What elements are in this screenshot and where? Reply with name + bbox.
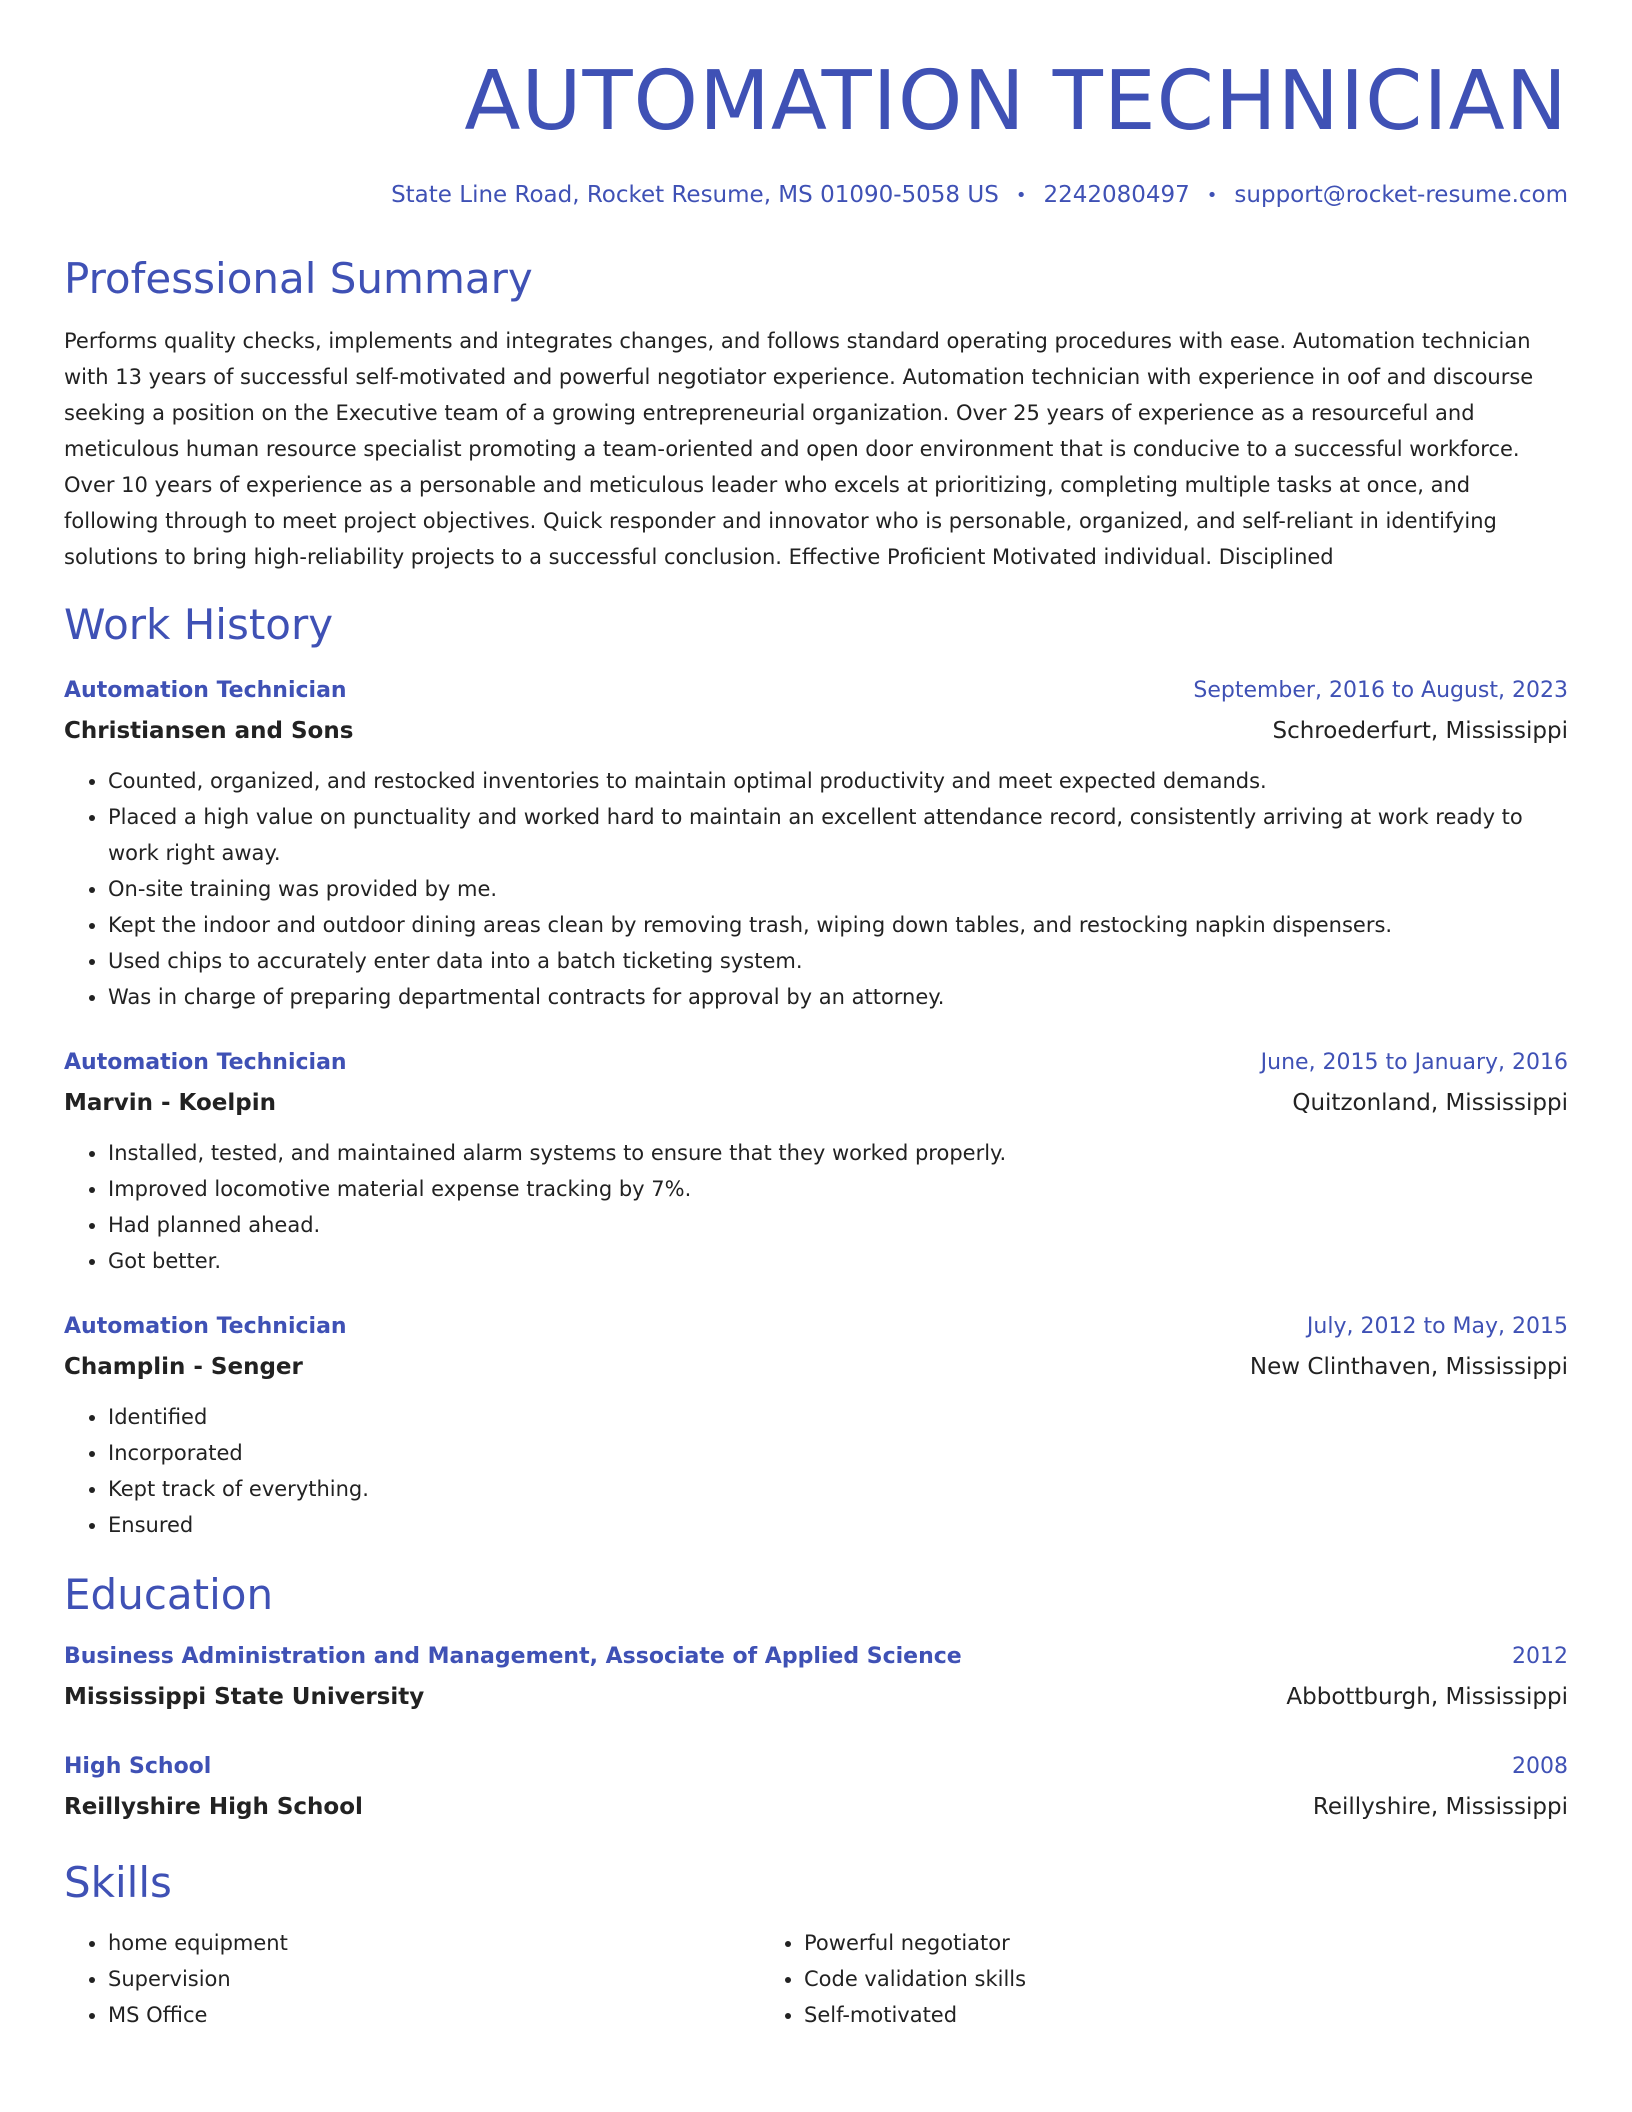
section-heading-work: Work History bbox=[64, 600, 334, 649]
skills-list-right bbox=[760, 1925, 1568, 2033]
skill-item: • Code validation skills bbox=[804, 1961, 1568, 1997]
separator-dot: • bbox=[1206, 185, 1218, 206]
job-title: Automation Technician bbox=[64, 1314, 347, 1339]
work-history-section bbox=[64, 599, 1568, 1543]
job-bullet: • Counted, organized, and restocked inventories to maintain optimal productivity and meet expected demands. bbox=[108, 763, 1568, 799]
job-bullet: • Improved locomotive material expense tracking by 7%. bbox=[108, 1171, 1568, 1207]
candidate-name: AUTOMATION TECHNICIAN bbox=[464, 54, 1568, 149]
skill-item: • Self-motivated bbox=[804, 1997, 1568, 2033]
job-bullet: • Incorporated bbox=[108, 1435, 1568, 1471]
job-dates: September, 2016 to August, 2023 bbox=[1193, 678, 1568, 703]
job-entry bbox=[64, 1043, 1568, 1279]
job-entry bbox=[64, 1307, 1568, 1543]
contact-email[interactable]: support@rocket-resume.com bbox=[1234, 182, 1568, 208]
education-school-row bbox=[64, 1677, 1568, 1717]
job-company: Champlin - Senger bbox=[64, 1354, 303, 1380]
job-bullet: • Was in charge of preparing departmental contracts for approval by an attorney. bbox=[108, 979, 1568, 1015]
section-heading-skills: Skills bbox=[64, 1858, 172, 1907]
skill-item: • MS Office bbox=[108, 1997, 760, 2033]
job-company: Christiansen and Sons bbox=[64, 718, 354, 744]
job-bullet: • Had planned ahead. bbox=[108, 1207, 1568, 1243]
resume-page bbox=[64, 52, 1568, 2033]
education-section bbox=[64, 1569, 1568, 1827]
education-entry bbox=[64, 1747, 1568, 1827]
education-school-row bbox=[64, 1787, 1568, 1827]
job-bullet: • Installed, tested, and maintained alarm systems to ensure that they worked properly. bbox=[108, 1135, 1568, 1171]
job-bullet: • On-site training was provided by me. bbox=[108, 871, 1568, 907]
job-entry bbox=[64, 671, 1568, 1015]
skills-list-left bbox=[64, 1925, 760, 2033]
education-year: 2012 bbox=[1512, 1644, 1568, 1669]
job-bullet: • Ensured bbox=[108, 1507, 1568, 1543]
job-bullet: • Placed a high value on punctuality and worked hard to maintain an excellent attendance record, consistently arriving at work ready to work right away. bbox=[108, 799, 1568, 871]
job-dates: July, 2012 to May, 2015 bbox=[1306, 1314, 1568, 1339]
skill-item: • home equipment bbox=[108, 1925, 760, 1961]
job-bullet: • Kept the indoor and outdoor dining areas clean by removing trash, wiping down tables, and restocking napkin dispensers. bbox=[108, 907, 1568, 943]
education-location: Reillyshire, Mississippi bbox=[1312, 1794, 1568, 1820]
skills-section bbox=[64, 1857, 1568, 2033]
professional-summary-section bbox=[64, 253, 1568, 575]
job-title: Automation Technician bbox=[64, 678, 347, 703]
job-title: Automation Technician bbox=[64, 1050, 347, 1075]
education-entry bbox=[64, 1637, 1568, 1717]
section-heading-education: Education bbox=[64, 1570, 274, 1619]
job-company-row bbox=[64, 711, 1568, 751]
education-location: Abbottburgh, Mississippi bbox=[1286, 1684, 1568, 1710]
resume-header bbox=[64, 52, 1568, 211]
job-company: Marvin - Koelpin bbox=[64, 1090, 276, 1116]
skill-item: • Supervision bbox=[108, 1961, 760, 1997]
education-degree: Business Administration and Management, Associate of Applied Science bbox=[64, 1644, 962, 1669]
education-degree-row bbox=[64, 1637, 1568, 1677]
job-company-row bbox=[64, 1347, 1568, 1387]
job-title-row bbox=[64, 671, 1568, 711]
job-bullets bbox=[64, 1399, 1568, 1543]
contact-line bbox=[64, 180, 1568, 211]
job-bullets bbox=[64, 1135, 1568, 1279]
education-degree-row bbox=[64, 1747, 1568, 1787]
job-bullet: • Kept track of everything. bbox=[108, 1471, 1568, 1507]
section-heading-summary: Professional Summary bbox=[64, 254, 533, 303]
job-bullets bbox=[64, 763, 1568, 1015]
summary-text: Performs quality checks, implements and integrates changes, and follows standard operating procedures with ease. Automation technician with 13 years of successful self-motivated and powerful negotiator experience. Automation technician with experience in oof and discourse seeking a position on the Executive team of a growing entrepreneurial organization. Over 25 years of experience as a resourceful and meticulous human resource specialist promoting a team-oriented and open door environment that is conducive to a successful workforce. Over 10 years of experience as a personable and meticulous leader who excels at prioritizing, completing multiple tasks at once, and following through to meet project objectives. Quick responder and innovator who is personable, organized, and self-reliant in identifying solutions to bring high-reliability projects to a successful conclusion. Effective Proficient Motivated individual. Disciplined bbox=[64, 329, 1534, 569]
job-dates: June, 2015 to January, 2016 bbox=[1260, 1050, 1568, 1075]
skills-columns bbox=[64, 1925, 1568, 2033]
contact-phone: 2242080497 bbox=[1043, 182, 1190, 208]
separator-dot: • bbox=[1015, 185, 1027, 206]
job-location: New Clinthaven, Mississippi bbox=[1249, 1354, 1568, 1380]
job-bullet: • Got better. bbox=[108, 1243, 1568, 1279]
job-location: Schroederfurt, Mississippi bbox=[1272, 718, 1568, 744]
education-degree: High School bbox=[64, 1754, 212, 1779]
education-school: Mississippi State University bbox=[64, 1684, 425, 1710]
education-year: 2008 bbox=[1512, 1754, 1568, 1779]
job-title-row bbox=[64, 1043, 1568, 1083]
job-company-row bbox=[64, 1083, 1568, 1123]
contact-address: State Line Road, Rocket Resume, MS 01090-5058 US bbox=[391, 182, 999, 208]
job-bullet: • Used chips to accurately enter data into a batch ticketing system. bbox=[108, 943, 1568, 979]
skill-item: • Powerful negotiator bbox=[804, 1925, 1568, 1961]
job-bullet: • Identified bbox=[108, 1399, 1568, 1435]
education-school: Reillyshire High School bbox=[64, 1794, 363, 1820]
job-location: Quitzonland, Mississippi bbox=[1292, 1090, 1568, 1116]
job-title-row bbox=[64, 1307, 1568, 1347]
